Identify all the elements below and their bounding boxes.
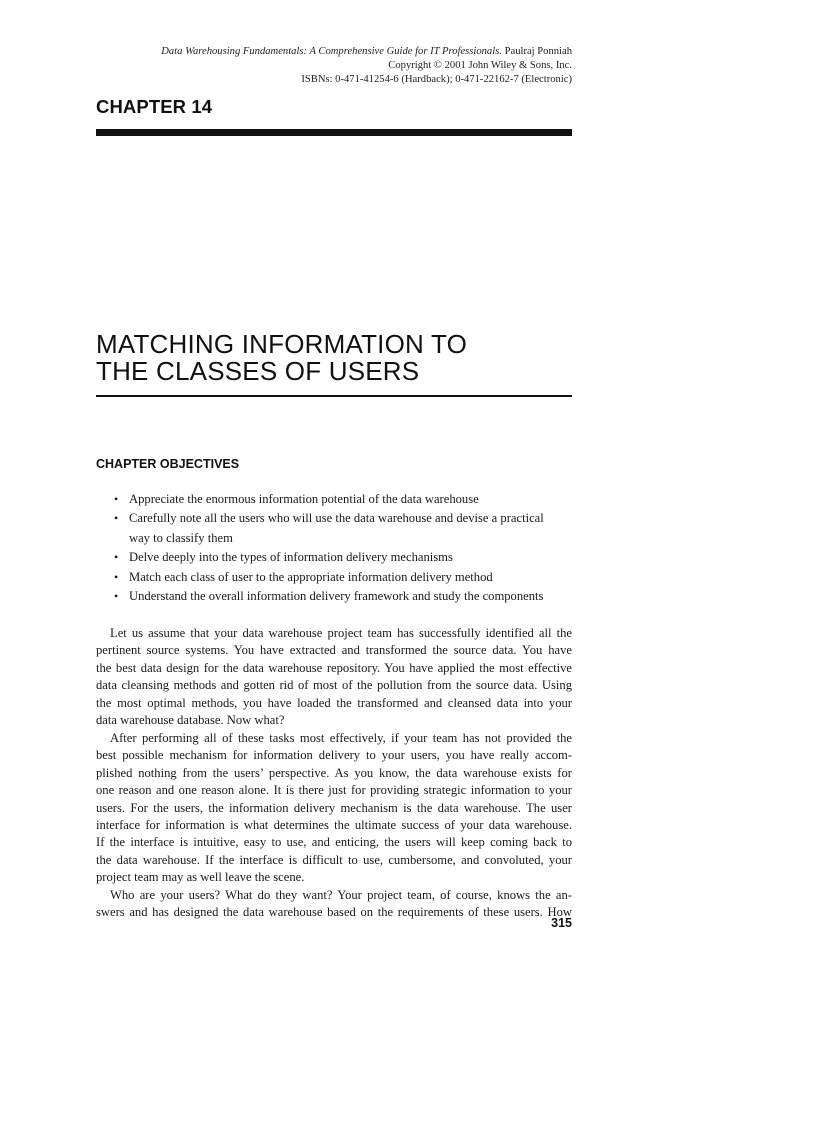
page-number: 315 <box>551 916 572 930</box>
objective-text: Carefully note all the users who will use the data warehouse and devise a practical <box>129 511 544 526</box>
chapter-label: CHAPTER 14 <box>96 96 213 117</box>
objective-text-continued: way to classify them <box>129 530 233 545</box>
chapter-title <box>96 331 576 385</box>
paragraph-line: data warehouse database. Now what? <box>96 713 285 728</box>
paragraph-line: the best data design for the data warehouse repository. You have applied the most effective <box>96 660 572 675</box>
paragraph-line: data cleansing methods and gotten rid of most of the pollution from the source data. Using <box>96 678 572 693</box>
bullet-icon: • <box>114 589 119 604</box>
list-item <box>112 568 574 587</box>
paragraph-line: After performing all of these tasks most effectively, if your team has not provided the <box>110 730 572 745</box>
paragraph-line: plished nothing from the users’ perspective. As you know, the data warehouse exists for <box>96 765 572 780</box>
list-item <box>112 548 574 567</box>
author-name: Paulraj Ponniah <box>504 46 572 57</box>
paragraph-line: swers and has designed the data warehouse based on the requirements of these users. How <box>96 905 572 920</box>
paragraph-line: Who are your users? What do they want? Your project team, of course, knows the an- <box>110 887 572 902</box>
chapter-title-line-1: MATCHING INFORMATION TO <box>96 329 467 359</box>
paragraph-line: If the interface is intuitive, easy to use, and enticing, the users will keep coming back to <box>96 835 572 850</box>
bullet-icon: • <box>114 550 119 565</box>
list-item <box>112 509 574 548</box>
copyright-header <box>150 45 572 88</box>
objective-text: Delve deeply into the types of information delivery mechanisms <box>129 550 453 565</box>
paragraph-line: pertinent source systems. You have extracted and transformed the source data. You have <box>96 643 572 658</box>
paragraph-line: the most optimal methods, you have loaded the transformed and cleansed data into your <box>96 695 572 710</box>
paragraph-line: project team may as well leave the scene. <box>96 870 305 885</box>
chapter-title-line-2: THE CLASSES OF USERS <box>96 356 420 386</box>
paragraph-line: users. For the users, the information delivery mechanism is the data warehouse. The user <box>96 800 572 815</box>
paragraph-line: Let us assume that your data warehouse project team has successfully identified all the <box>110 626 572 640</box>
book-title: Data Warehousing Fundamentals: A Comprehensive Guide for IT Professionals. <box>161 46 502 57</box>
paragraph-line: the data warehouse. If the interface is difficult to use, cumbersome, and convoluted, your <box>96 852 572 867</box>
isbn-line: ISBNs: 0-471-41254-6 (Hardback); 0-471-22162-7 (Electronic) <box>301 74 572 86</box>
body-text <box>96 625 572 922</box>
header-line-1 <box>150 45 572 59</box>
objectives-list <box>112 490 574 606</box>
list-item <box>112 490 574 509</box>
paragraph-line: best possible mechanism for information delivery to your users, you have really accom- <box>96 748 572 763</box>
objective-text: Appreciate the enormous information potential of the data warehouse <box>129 492 479 506</box>
objective-text: Match each class of user to the appropriate information delivery method <box>129 569 493 584</box>
bullet-icon: • <box>114 511 119 526</box>
objectives-heading: CHAPTER OBJECTIVES <box>96 457 240 471</box>
copyright-line: Copyright © 2001 John Wiley & Sons, Inc. <box>388 60 572 72</box>
chapter-rule <box>96 129 572 136</box>
paragraph-line: interface for information is what determines the ultimate success of your data warehouse. <box>96 817 572 832</box>
paragraph-line: one reason and one reason alone. It is there just for providing strategic information to your <box>96 783 572 798</box>
bullet-icon: • <box>114 492 119 506</box>
objective-text: Understand the overall information delivery framework and study the components <box>129 589 544 604</box>
bullet-icon: • <box>114 569 119 584</box>
list-item <box>112 587 574 606</box>
title-rule <box>96 395 572 397</box>
